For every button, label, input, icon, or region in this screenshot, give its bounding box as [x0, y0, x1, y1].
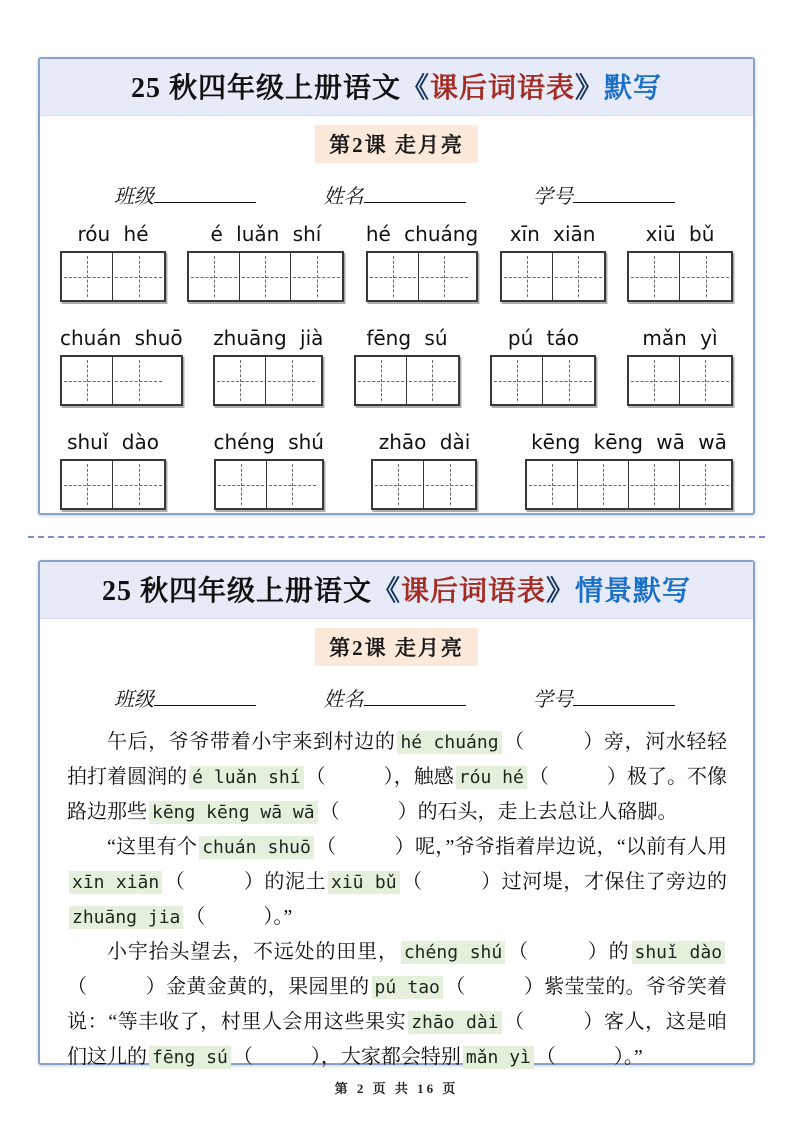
- passage-paragraph: 小宇抬头望去，不远处的田里， chéng shú （ ）的 shuǐ dào（ ）金黄金黄的，果园里的 pú tao （ ）紫莹莹的。爷爷笑着说：“等丰收了，村里人会用这些果实 zhāo dài （ ）客人，这是咱们这儿的 fēng sú （ ），大家都会特别 mǎn yì （ ）。”: [67, 941, 728, 1068]
- grid-cell: [629, 253, 680, 300]
- grid-cell: [680, 461, 731, 508]
- word-group: [627, 326, 733, 406]
- pinyin-label: é luǎn shí: [210, 222, 322, 246]
- writing-grid: [525, 459, 733, 510]
- word-group: [213, 326, 323, 406]
- grid-cell: [291, 253, 342, 300]
- writing-grid: [60, 459, 166, 510]
- name-label: 姓名: [323, 186, 364, 208]
- grid-cell: [629, 357, 680, 404]
- title-bracket-open: 《: [400, 73, 430, 104]
- word-group: [371, 430, 477, 510]
- answer-blank: （ ）: [185, 906, 274, 928]
- panel-title: [40, 59, 753, 116]
- student-number-blank-line: [573, 183, 675, 203]
- pinyin-highlight: chéng shú: [401, 941, 505, 964]
- word-group: [60, 326, 183, 406]
- pinyin-label: zhuāng jià: [213, 326, 324, 350]
- title-prefix: 25 秋四年级上册语文: [101, 576, 372, 607]
- answer-blank: （ ）: [535, 1046, 624, 1068]
- lesson-badge: 第2课 走月亮: [315, 125, 478, 163]
- writing-grid: [187, 251, 344, 302]
- pinyin-highlight: shuǐ dào: [632, 941, 726, 964]
- pinyin-label: xīn xiān: [509, 222, 596, 246]
- student-number-label: 学号: [533, 689, 573, 711]
- writing-grid: [500, 251, 606, 302]
- writing-grid: [627, 355, 733, 406]
- class-field: [114, 180, 256, 209]
- writing-grid: [490, 355, 596, 406]
- grid-cell: [62, 253, 113, 300]
- student-number-blank-line: [573, 686, 675, 706]
- word-group: [500, 222, 606, 302]
- grid-cell: [543, 357, 594, 404]
- word-group: [366, 222, 478, 302]
- pinyin-highlight: é luǎn shí: [189, 766, 303, 789]
- word-group: [627, 222, 733, 302]
- title-bracket-close: 》: [546, 576, 576, 607]
- name-blank-line: [364, 183, 466, 203]
- title-prefix: 25 秋四年级上册语文: [130, 73, 401, 104]
- class-blank-line: [154, 183, 256, 203]
- pinyin-highlight: hé chuáng: [397, 731, 501, 754]
- pinyin-highlight: zhuāng jia: [69, 906, 183, 929]
- grid-cell: [356, 357, 407, 404]
- pinyin-highlight: pú tao: [372, 976, 443, 999]
- grid-cell: [113, 357, 164, 404]
- grid-cell: [266, 357, 317, 404]
- grid-cell: [629, 461, 680, 508]
- grid-cell: [407, 357, 458, 404]
- answer-blank: （ ）: [305, 766, 394, 788]
- writing-grid: [60, 355, 183, 406]
- title-suffix: 情景默写: [575, 576, 692, 607]
- pinyin-highlight: kēng kēng wā wā: [149, 801, 318, 824]
- grid-cell: [113, 253, 164, 300]
- word-group: [60, 222, 166, 302]
- writing-grid: [214, 459, 324, 510]
- grid-cell: [578, 461, 629, 508]
- pinyin-label: kēng kēng wā wā: [531, 430, 727, 454]
- grid-cell: [189, 253, 240, 300]
- pinyin-highlight: zhāo dài: [408, 1011, 501, 1034]
- passage-text: [40, 725, 753, 1075]
- passage-paragraph: 午后，爷爷带着小宇来到村边的 hé chuáng （ ）旁，河水轻轻拍打着圆润的 é luǎn shí （ ），触感 róu hé （ ）极了。不像路边那些 kēng kēng wā wā （ ）的石头，走上去总让人硌脚。: [67, 731, 728, 823]
- class-blank-line: [154, 686, 256, 706]
- title-suffix: 默写: [604, 73, 663, 104]
- grid-cell: [492, 357, 543, 404]
- name-field: [324, 683, 466, 712]
- word-group: [60, 430, 166, 510]
- word-group: [490, 326, 596, 406]
- answer-blank: （ ）: [507, 941, 609, 963]
- grid-cell: [424, 461, 475, 508]
- class-label: 班级: [114, 689, 154, 711]
- pinyin-label: zhāo dài: [378, 430, 471, 454]
- pinyin-label: pú táo: [507, 326, 579, 350]
- word-row: [60, 326, 733, 406]
- grid-cell: [240, 253, 291, 300]
- title-book-name: 课后词语表: [400, 576, 546, 607]
- writing-grid: [213, 355, 323, 406]
- student-info-row: [40, 683, 753, 712]
- context-dictation-panel: [38, 560, 755, 1068]
- word-group: [214, 430, 324, 510]
- grid-cell: [502, 253, 553, 300]
- grid-cell: [553, 253, 604, 300]
- answer-blank: （ ）: [528, 766, 627, 788]
- grid-cell: [113, 461, 164, 508]
- answer-blank: （ ）: [315, 836, 415, 858]
- student-number-label: 学号: [533, 186, 573, 208]
- grid-cell: [368, 253, 419, 300]
- grid-cell: [215, 357, 266, 404]
- student-number-field: [533, 683, 675, 712]
- answer-blank: （ ）: [232, 1046, 321, 1068]
- answer-blank: （ ）: [319, 801, 418, 823]
- pinyin-highlight: mǎn yì: [463, 1046, 534, 1069]
- passage-paragraph: “这里有个 chuán shuō （ ）呢，”爷爷指着岸边说，“以前有人用xīn xiān （ ）的泥土 xiū bǔ （ ）过河堤，才保住了旁边的zhuāng jia （ ）。”: [67, 830, 727, 935]
- answer-blank: （ ）: [444, 976, 545, 998]
- pinyin-highlight: chuán shuō: [199, 836, 314, 859]
- answer-blank: （ ）: [401, 871, 502, 893]
- writing-grid: [60, 251, 166, 302]
- word-row: [60, 430, 733, 510]
- class-field: [114, 683, 256, 712]
- pinyin-label: hé chuáng: [365, 222, 479, 246]
- grid-cell: [62, 357, 113, 404]
- answer-blank: （ ）: [503, 1011, 604, 1033]
- answer-blank: （ ）: [67, 976, 167, 998]
- pinyin-label: fēng sú: [366, 326, 448, 350]
- pinyin-label: chéng shú: [213, 430, 324, 454]
- name-blank-line: [364, 686, 466, 706]
- name-label: 姓名: [323, 689, 364, 711]
- answer-blank: （ ）: [164, 871, 265, 893]
- grid-cell: [527, 461, 578, 508]
- pinyin-label: mǎn yì: [642, 326, 718, 350]
- name-field: [324, 180, 466, 209]
- writing-grid: [354, 355, 460, 406]
- title-bracket-open: 《: [371, 576, 401, 607]
- answer-blank: （ ）: [503, 731, 605, 753]
- grid-cell: [216, 461, 267, 508]
- student-number-field: [533, 180, 675, 209]
- grid-cell: [373, 461, 424, 508]
- panel-title: [40, 562, 753, 619]
- pinyin-label: xiū bǔ: [645, 222, 715, 246]
- word-group: [187, 222, 344, 302]
- pinyin-label: róu hé: [77, 222, 149, 246]
- pinyin-label: shuǐ dào: [67, 430, 159, 454]
- student-info-row: [40, 180, 753, 209]
- pinyin-highlight: xīn xiān: [69, 871, 162, 894]
- cut-line-divider: [28, 536, 765, 538]
- grid-cell: [267, 461, 318, 508]
- grid-cell: [680, 357, 731, 404]
- grid-cell: [419, 253, 470, 300]
- page-number: 第 2 页 共 16 页: [334, 1081, 459, 1096]
- word-grid-section: [40, 222, 753, 510]
- class-label: 班级: [114, 186, 154, 208]
- lesson-badge: 第2课 走月亮: [315, 628, 478, 666]
- dictation-panel: [38, 57, 755, 515]
- word-group: [354, 326, 460, 406]
- grid-cell: [62, 461, 113, 508]
- lesson-row: [40, 125, 753, 163]
- pinyin-label: chuán shuō: [60, 326, 183, 350]
- pinyin-highlight: róu hé: [456, 766, 527, 789]
- writing-grid: [366, 251, 478, 302]
- grid-cell: [680, 253, 731, 300]
- writing-grid: [627, 251, 733, 302]
- lesson-row: [40, 628, 753, 666]
- pinyin-highlight: xiū bǔ: [328, 871, 400, 894]
- pinyin-highlight: fēng sú: [149, 1046, 231, 1069]
- title-book-name: 课后词语表: [429, 73, 575, 104]
- word-row: [60, 222, 733, 302]
- title-bracket-close: 》: [575, 73, 605, 104]
- word-group: [525, 430, 733, 510]
- writing-grid: [371, 459, 477, 510]
